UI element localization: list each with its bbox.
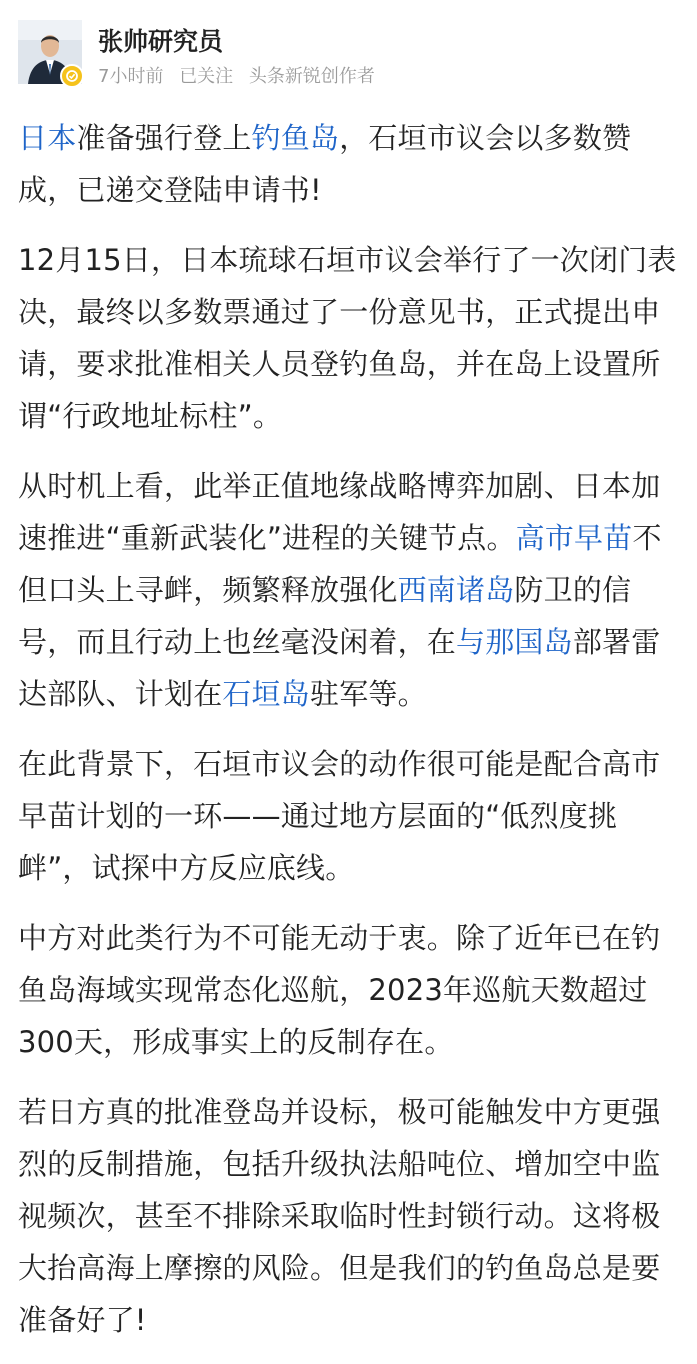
- paragraph-3-text-4: 部署雷达部队、计划在: [18, 625, 661, 711]
- link-southwest-islands[interactable]: 西南诸岛: [397, 573, 515, 607]
- link-ishigaki-island[interactable]: 石垣岛: [222, 677, 311, 711]
- paragraph-1-text-1: 准备强行登上: [76, 121, 252, 155]
- paragraph-3-text-5: 驻军等。: [310, 677, 427, 711]
- paragraph-5: 中方对此类行为不可能无动于衷。除了近年已在钓鱼岛海域实现常态化巡航，2023年巡航天数超过300天，形成事实上的反制存在。: [18, 921, 661, 1059]
- author-meta: [98, 62, 385, 88]
- verified-badge-icon: [60, 64, 84, 88]
- author-name[interactable]: 张帅研究员: [98, 27, 224, 56]
- paragraph-1: [18, 112, 679, 216]
- paragraph-3-text-2: 不但口头上寻衅，频繁释放强化: [18, 521, 662, 607]
- paragraph-3: [18, 460, 679, 720]
- link-takaichi-sanae[interactable]: 高市早苗: [515, 521, 633, 555]
- link-japan[interactable]: 日本: [18, 121, 77, 155]
- link-diaoyu-island[interactable]: 钓鱼岛: [251, 121, 340, 155]
- link-yonaguni-island[interactable]: 与那国岛: [456, 625, 573, 659]
- paragraph-4: 在此背景下，石垣市议会的动作很可能是配合高市早苗计划的一环——通过地方层面的“低烈度挑衅”，试探中方反应底线。: [18, 747, 661, 885]
- article-body: [18, 112, 679, 1364]
- paragraph-6: 若日方真的批准登岛并设标，极可能触发中方更强烈的反制措施，包括升级执法船吨位、增加空中监视频次，甚至不排除采取临时性封锁行动。这将极大抬高海上摩擦的风险。但是我们的钓鱼岛总是要准备好了!: [18, 1095, 661, 1337]
- paragraph-1-text-2: ，石垣市议会以多数赞成，已递交登陆申请书!: [18, 121, 632, 207]
- follow-status[interactable]: 已关注: [179, 66, 234, 87]
- post-time: 7小时前: [98, 66, 164, 87]
- author-header: [18, 18, 679, 88]
- paragraph-3-text-1: 从时机上看，此举正值地缘战略博弈加剧、日本加速推进“重新武装化”进程的关键节点。: [18, 469, 661, 555]
- paragraph-3-text-3: 防卫的信号，而且行动上也丝毫没闲着，在: [18, 573, 632, 659]
- creator-badge-text: 头条新锐创作者: [248, 66, 375, 87]
- paragraph-2: 12月15日，日本琉球石垣市议会举行了一次闭门表决，最终以多数票通过了一份意见书，正式提出申请，要求批准相关人员登钓鱼岛，并在岛上设置所谓“行政地址标柱”。: [18, 243, 677, 433]
